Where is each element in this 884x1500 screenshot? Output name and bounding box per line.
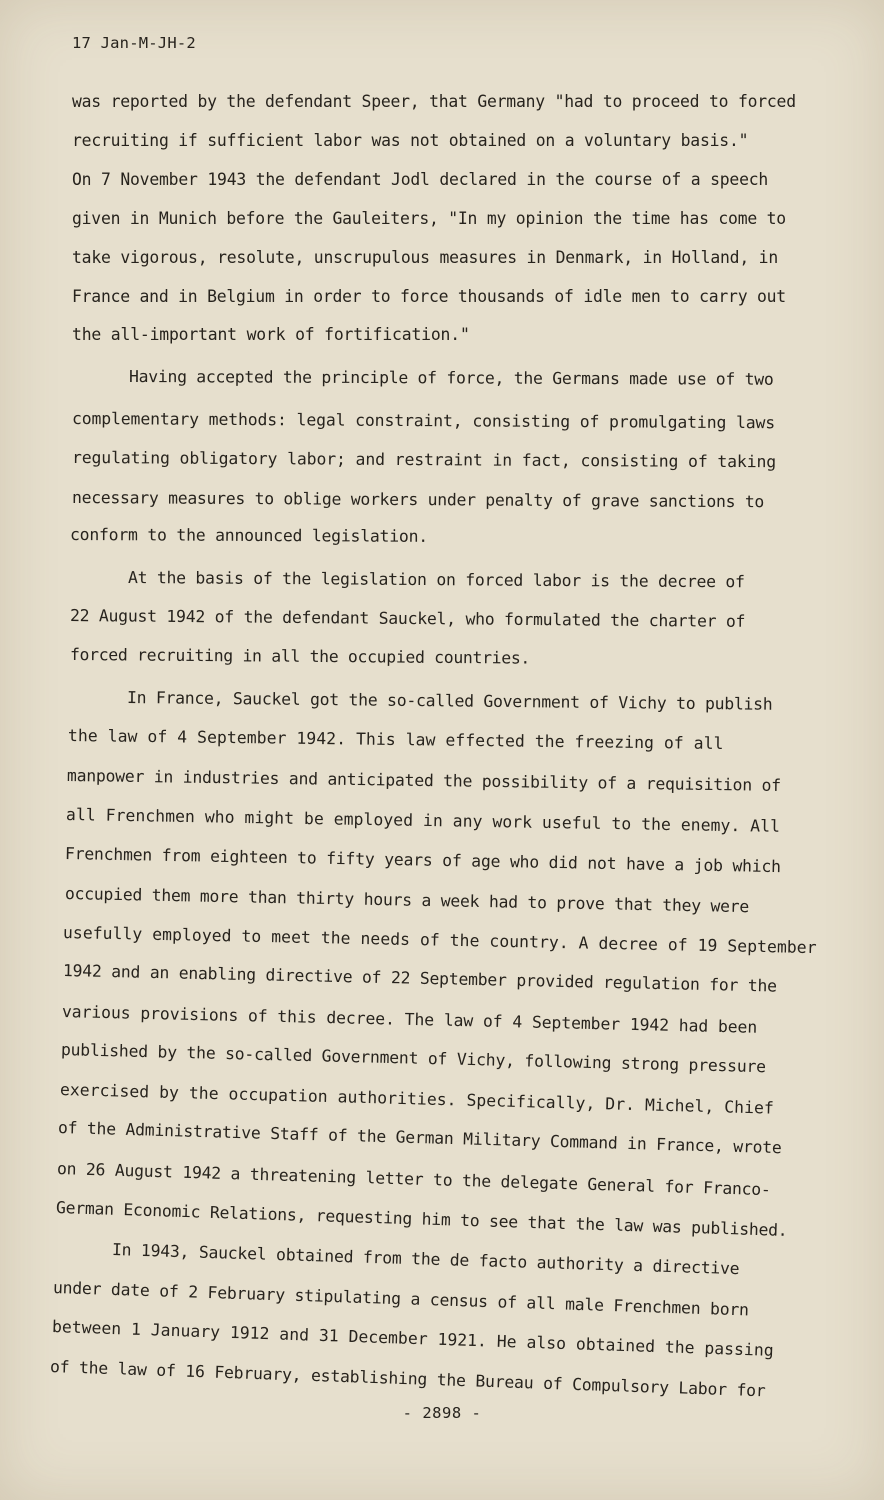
text-line: conform to the announced legislation. — [69, 525, 429, 546]
text-line: 22 August 1942 of the defendant Sauckel, who formulated the charter of — [69, 606, 746, 631]
text-line: 1942 and an enabling directive of 22 September provided regulation for the — [62, 961, 777, 996]
text-line: the law of 4 September 1942. This law effected the freezing of all — [67, 726, 724, 754]
text-line: complementary methods: legal constraint, consisting of promulgating laws — [71, 409, 776, 433]
text-line: the all-important work of fortification." — [72, 325, 470, 344]
text-line: published by the so-called Government of Vichy, following strong pressure — [60, 1040, 767, 1077]
text-line: occupied them more than thirty hours a week had to prove that they were — [64, 884, 750, 917]
text-line: On 7 November 1943 the defendant Jodl declared in the course of a speech — [72, 170, 769, 189]
text-line: of the law of 16 February, establishing the Bureau of Compulsory Labor for — [49, 1357, 766, 1401]
text-line: In 1943, Sauckel obtained from the de facto authority a directive — [111, 1240, 740, 1279]
text-line: recruiting if sufficient labor was not obtained on a voluntary basis." — [72, 131, 749, 150]
text-line: was reported by the defendant Speer, that Germany "had to proceed to forced — [72, 92, 796, 111]
text-line: usefully employed to meet the needs of the country. A decree of 19 September — [62, 923, 817, 958]
text-line: Frenchmen from eighteen to fifty years of age who did not have a job which — [64, 844, 781, 877]
text-line: necessary measures to oblige workers under penalty of grave sanctions to — [71, 488, 765, 512]
text-line: all Frenchmen who might be employed in any work useful to the enemy. All — [65, 805, 781, 836]
text-line: Having accepted the principle of force, the Germans made use of two — [128, 367, 774, 389]
text-line: various provisions of this decree. The law of 4 September 1942 had been — [61, 1002, 758, 1037]
text-line: of the Administrative Staff of the German Military Command in France, wrote — [57, 1118, 782, 1158]
text-line: In France, Sauckel got the so-called Government of Vichy to publish — [126, 688, 773, 714]
text-line: forced recruiting in all the occupied countries. — [69, 645, 531, 668]
text-line: German Economic Relations, requesting him to see that the law was published. — [55, 1198, 788, 1240]
text-line: given in Munich before the Gauleiters, "In my opinion the time has come to — [72, 209, 786, 228]
text-line: under date of 2 February stipulating a census of all male Frenchmen born — [52, 1278, 750, 1320]
document-reference: 17 Jan-M-JH-2 — [72, 34, 196, 52]
text-line: exercised by the occupation authorities. Specifically, Dr. Michel, Chief — [59, 1080, 775, 1118]
text-line: regulating obligatory labor; and restraint in fact, consisting of taking — [71, 448, 777, 472]
text-line: between 1 January 1912 and 31 December 1921. He also obtained the passing — [51, 1317, 774, 1360]
text-line: At the basis of the legislation on forced labor is the decree of — [127, 568, 745, 592]
text-line: France and in Belgium in order to force thousands of idle men to carry out — [72, 287, 786, 306]
text-line: manpower in industries and anticipated the possibility of a requisition of — [66, 766, 782, 795]
page-number: - 2898 - — [402, 1404, 482, 1422]
text-line: take vigorous, resolute, unscrupulous measures in Denmark, in Holland, in — [72, 248, 779, 267]
text-line: on 26 August 1942 a threatening letter to the delegate General for Franco- — [56, 1159, 771, 1200]
